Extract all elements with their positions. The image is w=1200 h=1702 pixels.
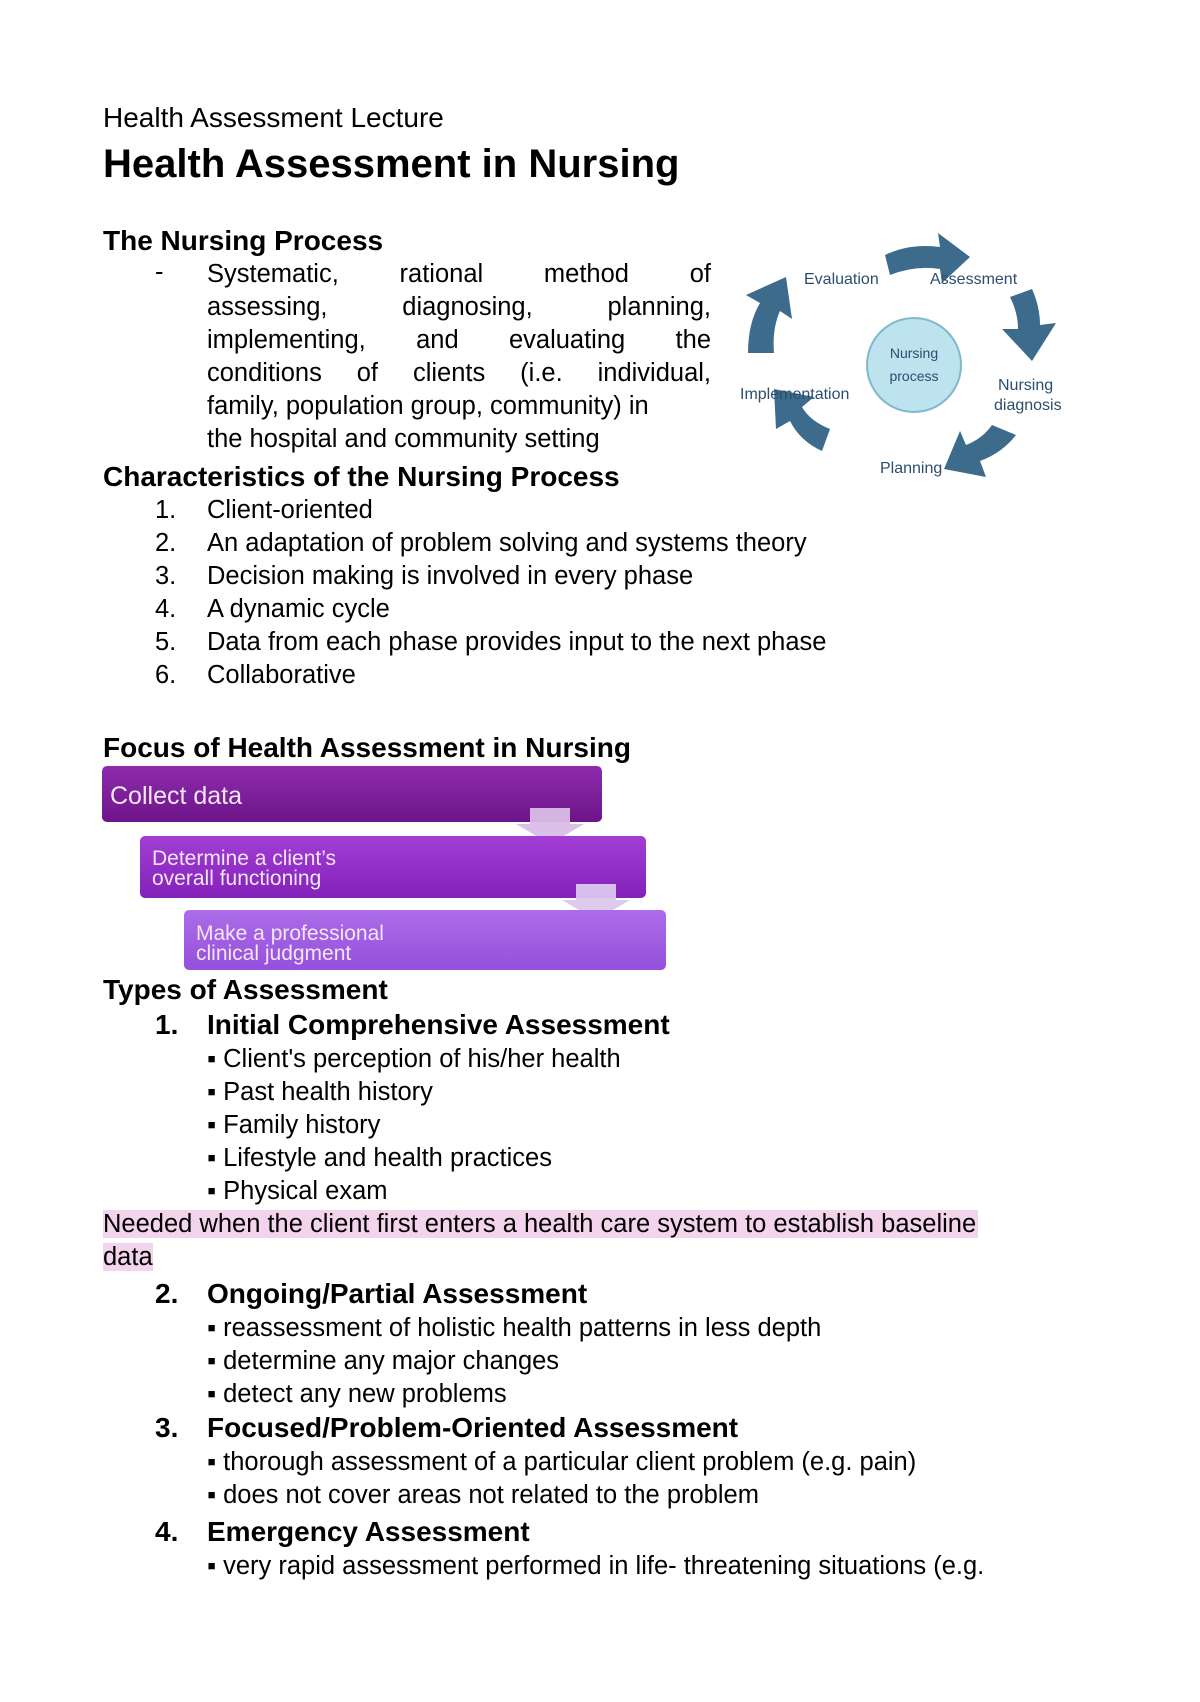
list-item: ▪ Physical exam <box>207 1177 388 1205</box>
cycle-label-assessment: Assessment <box>930 271 1018 288</box>
definition-line: family, population group, community) in <box>207 392 649 420</box>
dash-marker: - <box>155 258 164 286</box>
list-item: ▪ Client's perception of his/her health <box>207 1045 621 1073</box>
list-item: ▪ thorough assessment of a particular client problem (e.g. pain) <box>207 1448 917 1476</box>
list-item: ▪ Lifestyle and health practices <box>207 1144 552 1172</box>
list-item: ▪ Family history <box>207 1111 381 1139</box>
highlighted-note: Needed when the client first enters a health care system to establish baseline data <box>103 1210 977 1271</box>
types-heading: Types of Assessment <box>103 974 388 1005</box>
cycle-arrow-implementation-to-evaluation <box>746 277 792 353</box>
list-item: 5. Data from each phase provides input to the next phase <box>155 628 827 656</box>
list-item: ▪ Past health history <box>207 1078 433 1106</box>
focus-heading: Focus of Health Assessment in Nursing <box>103 732 631 763</box>
definition-line: assessing, diagnosing, planning, <box>207 293 711 321</box>
focus-process-diagram <box>100 762 670 972</box>
focus-step-label: clinical judgment <box>196 942 352 965</box>
list-item: 3. Decision making is involved in every phase <box>155 562 694 590</box>
cycle-arrow-diagnosis-to-planning <box>944 425 1016 477</box>
list-item: 4. A dynamic cycle <box>155 595 390 623</box>
characteristics-heading: Characteristics of the Nursing Process <box>103 461 620 492</box>
list-item: ▪ detect any new problems <box>207 1380 507 1408</box>
list-item: 1. Client-oriented <box>155 496 373 524</box>
cycle-label-nursing-diagnosis: diagnosis <box>994 397 1062 414</box>
cycle-center-label: Nursing <box>889 345 939 361</box>
cycle-label-nursing-diagnosis: Nursing <box>998 377 1054 394</box>
cycle-arrow-assessment-to-diagnosis <box>1002 289 1056 361</box>
list-item: ▪ determine any major changes <box>207 1347 560 1375</box>
focus-step-label: overall functioning <box>152 867 322 890</box>
lecture-label: Health Assessment Lecture <box>103 102 444 133</box>
definition-line: conditions of clients (i.e. individual, <box>207 359 711 387</box>
focus-step-label: Collect data <box>110 782 243 810</box>
type-1-heading: 1. Initial Comprehensive Assessment <box>155 1009 670 1040</box>
nursing-process-heading: The Nursing Process <box>103 225 384 256</box>
definition-line: implementing, and evaluating the <box>207 326 711 354</box>
focus-step-label: Make a professional <box>196 922 384 945</box>
type-2-heading: 2. Ongoing/Partial Assessment <box>155 1278 588 1309</box>
type-4-heading: 4. Emergency Assessment <box>155 1516 530 1547</box>
page-title: Health Assessment in Nursing <box>103 142 680 186</box>
focus-step-label: Determine a client’s <box>152 847 337 870</box>
cycle-label-implementation: Implementation <box>740 386 850 403</box>
cycle-center-label: process <box>889 368 939 384</box>
list-item: ▪ reassessment of holistic health patterns in less depth <box>207 1314 822 1342</box>
definition-line: the hospital and community setting <box>207 425 600 453</box>
list-item: 6. Collaborative <box>155 661 356 689</box>
cycle-center-circle <box>867 318 961 412</box>
type-3-heading: 3. Focused/Problem-Oriented Assessment <box>155 1412 739 1443</box>
nursing-process-definition <box>207 258 711 456</box>
cycle-label-planning: Planning <box>880 460 943 477</box>
nursing-process-cycle-diagram <box>730 225 1080 485</box>
list-item: ▪ very rapid assessment performed in life- threatening situations (e.g. <box>207 1552 985 1580</box>
cycle-label-evaluation: Evaluation <box>804 271 879 288</box>
definition-line: Systematic, rational method of <box>207 260 711 288</box>
list-item: 2. An adaptation of problem solving and systems theory <box>155 529 807 557</box>
list-item: ▪ does not cover areas not related to the problem <box>207 1481 759 1509</box>
